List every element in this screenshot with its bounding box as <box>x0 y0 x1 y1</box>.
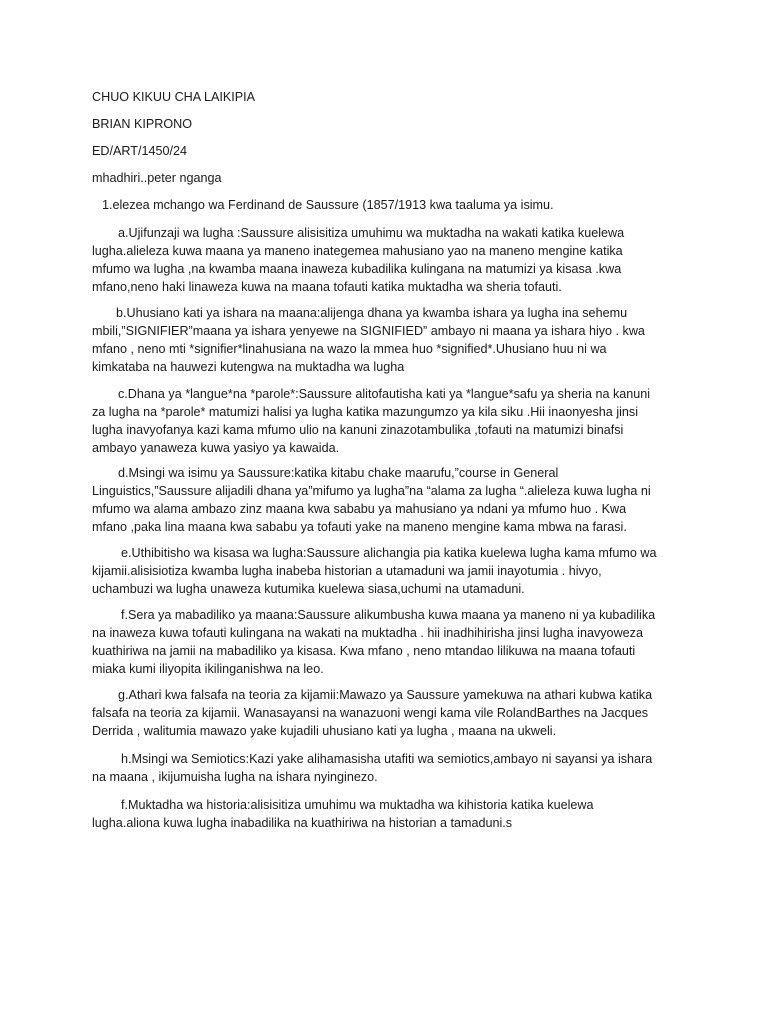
lecturer-name: mhadhiri..peter nganga <box>92 171 222 185</box>
paragraph-line: lugha.aliona kuwa lugha inabadilika na kuathiriwa na historian a tamaduni.s <box>92 816 513 830</box>
answer-paragraph-b <box>92 304 682 376</box>
answer-paragraph-h <box>92 750 682 786</box>
paragraph-line: falsafa na teoria za kijamii. Wanasayansi na wanazuoni wengi kama vile RolandBarthes na Jacques <box>92 706 649 720</box>
answer-paragraph-a <box>92 224 682 296</box>
paragraph-line: d.Msingi wa isimu ya Saussure:katika kitabu chake maarufu,”course in General <box>118 466 559 480</box>
paragraph-line: e.Uthibitisho wa kisasa wa lugha:Saussure alichangia pia katika kuelewa lugha kama mfumo wa <box>121 546 657 560</box>
university-name: CHUO KIKUU CHA LAIKIPIA <box>92 90 256 104</box>
paragraph-line: za lugha na *parole* matumizi halisi ya lugha katika mazungumzo ya kila siku .Hii inaonyesha jinsi <box>92 405 639 419</box>
student-name: BRIAN KIPRONO <box>92 117 193 131</box>
paragraph-line: mfano,neno haki linaweza kuwa na maana tofauti katika muktadha wa sheria tofauti. <box>92 280 562 294</box>
paragraph-line: a.Ujifunzaji wa lugha :Saussure alisisitiza umuhimu wa muktadha na wakati katika kuelewa <box>118 226 625 240</box>
paragraph-line: Linguistics,”Saussure alijadili dhana ya”mifumo ya lugha”na “alama za lugha “.alieleza kuwa lugha ni <box>92 484 651 498</box>
paragraph-line: c.Dhana ya *langue*na *parole*:Saussure alitofautisha kati ya *langue*safu ya sheria na kanuni <box>118 387 651 401</box>
registration-number: ED/ART/1450/24 <box>92 144 187 158</box>
paragraph-line: kimkataba na hauwezi kutengwa na muktadha wa lugha <box>92 360 405 374</box>
paragraph-line: kuathiriwa na jamii na mabadiliko ya kisasa. Kwa mfano , neno mtandao lilikuwa na maana tofauti <box>92 644 636 658</box>
paragraph-line: h.Msingi wa Semiotics:Kazi yake alihamasisha utafiti wa semiotics,ambayo ni sayansi ya ishara <box>121 752 653 766</box>
paragraph-line: lugha inavyofanya kazi kama mfumo ulio na kanuni zinazotambulika ,tofauti na matumizi binafsi <box>92 423 624 437</box>
paragraph-line: mfano ,paka lina maana kwa sababu ya tofauti yake na maneno mengine kama mbwa na farasi. <box>92 520 627 534</box>
paragraph-line: f.Muktadha wa historia:alisisitiza umuhimu wa muktadha wa kihistoria katika kuelewa <box>121 798 594 812</box>
paragraph-line: b.Uhusiano kati ya ishara na maana:alijenga dhana ya kwamba ishara ya lugha ina sehemu <box>116 306 628 320</box>
paragraph-line: uchambuzi wa lugha unaweza kutumika kuelewa siasa,uchumi na utamaduni. <box>92 582 525 596</box>
paragraph-line: na maana , ikijumuisha lugha na ishara nyinginezo. <box>92 770 378 784</box>
paragraph-line: mfumo wa lugha ,na kwamba maana inaweza kubadilika kulingana na matumizi ya kisasa .kwa <box>92 262 622 276</box>
question-heading: 1.elezea mchango wa Ferdinand de Saussure (1857/1913 kwa taaluma ya isimu. <box>102 198 554 212</box>
paragraph-line: f.Sera ya mabadiliko ya maana:Saussure alikumbusha kuwa maana ya maneno ni ya kubadilika <box>121 608 656 622</box>
paragraph-line: ambayo yanaweza kuwa yasiyo ya kawaida. <box>92 441 340 455</box>
answer-paragraph-d <box>92 464 682 536</box>
paragraph-line: mbili,”SIGNIFIER”maana ya ishara yenyewe na SIGNIFIED” ambayo ni maana ya ishara hiyo . kwa <box>92 324 645 338</box>
paragraph-line: miaka kumi iliyopita ikilinganishwa na leo. <box>92 662 324 676</box>
paragraph-line: mfumo wa alama ambazo zinz maana kwa sababu ya mahusiano ya ndani ya mfumo huo . Kwa <box>92 502 627 516</box>
paragraph-line: lugha.alieleza kuwa maana ya maneno inategemea mahusiano yao na maneno mengine katika <box>92 244 623 258</box>
answer-paragraph-f-historia <box>92 796 682 832</box>
answer-paragraph-g <box>92 686 682 740</box>
answer-paragraph-c <box>92 385 682 457</box>
paragraph-line: mfano , neno mti *signifier*linahusiana na wazo la mmea huo *signified*.Uhusiano huu ni wa <box>92 342 607 356</box>
paragraph-line: kijamii.alisisiotiza kwamba lugha inabeba historian a utamaduni wa jamii inayotumia . hivyo, <box>92 564 602 578</box>
paragraph-line: g.Athari kwa falsafa na teoria za kijamii:Mawazo ya Saussure yamekuwa na athari kubwa katika <box>118 688 653 702</box>
paragraph-line: Derrida , walitumia mawazo yake kujadili uhusiano kati ya lugha , maana na ukweli. <box>92 724 557 738</box>
answer-paragraph-f <box>92 606 682 678</box>
answer-paragraph-e <box>92 544 682 598</box>
paragraph-line: na inaweza kuwa tofauti kulingana na wakati na muktadha . hii inadhihirisha jinsi lugha inavyoweza <box>92 626 643 640</box>
